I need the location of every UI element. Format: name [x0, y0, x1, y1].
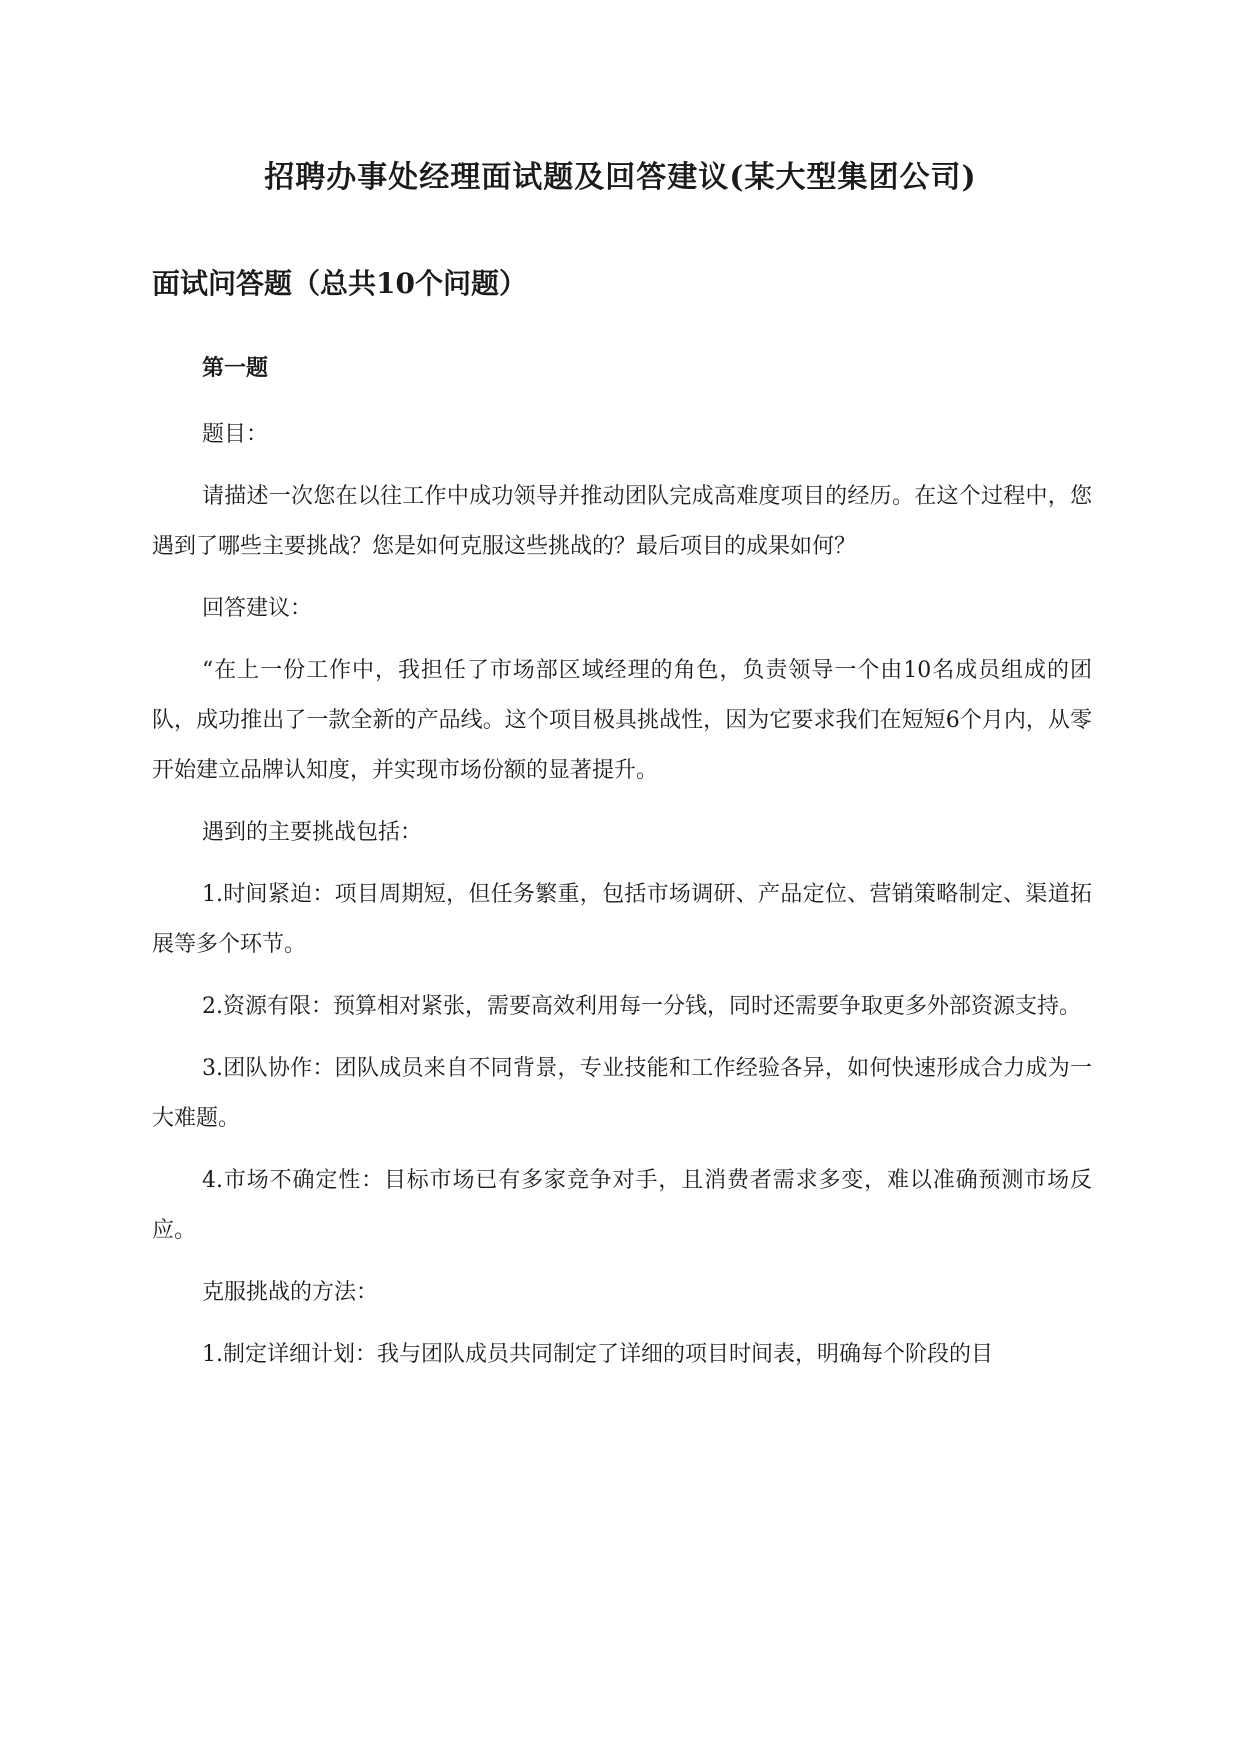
section-heading: 面试问答题（总共10个问题） [152, 267, 527, 300]
question-label: 题目： [202, 422, 269, 447]
answer-intro: “在上一份工作中，我担任了市场部区域经理的角色，负责领导一个由10名成员组成的团队，成功推出了一款全新的产品线。这个项目极具挑战性，因为它要求我们在短短6个月内，从零开始建立品牌认知度，并实现市场份额的显著提升。 [152, 658, 1092, 783]
challenges-label: 遇到的主要挑战包括： [202, 820, 423, 845]
method-item: 1.制定详细计划：我与团队成员共同制定了详细的项目时间表，明确每个阶段的目 [202, 1342, 993, 1367]
challenge-item: 1.时间紧迫：项目周期短，但任务繁重，包括市场调研、产品定位、营销策略制定、渠道拓展等多个环节。 [152, 882, 1092, 957]
question-heading: 第一题 [202, 355, 269, 381]
methods-label: 克服挑战的方法： [202, 1280, 379, 1305]
question-text: 请描述一次您在以往工作中成功领导并推动团队完成高难度项目的经历。在这个过程中，您遇到了哪些主要挑战？您是如何克服这些挑战的？最后项目的成果如何？ [152, 484, 1092, 559]
document-title: 招聘办事处经理面试题及回答建议(某大型集团公司) [264, 160, 977, 195]
answer-label: 回答建议： [202, 596, 313, 621]
challenge-item: 3.团队协作：团队成员来自不同背景，专业技能和工作经验各异，如何快速形成合力成为一大难题。 [152, 1056, 1092, 1131]
document-body [152, 410, 1092, 1392]
challenge-item: 2.资源有限：预算相对紧张，需要高效利用每一分钱，同时还需要争取更多外部资源支持。 [202, 994, 1081, 1019]
challenge-item: 4.市场不确定性：目标市场已有多家竞争对手，且消费者需求多变，难以准确预测市场反应。 [152, 1168, 1092, 1243]
